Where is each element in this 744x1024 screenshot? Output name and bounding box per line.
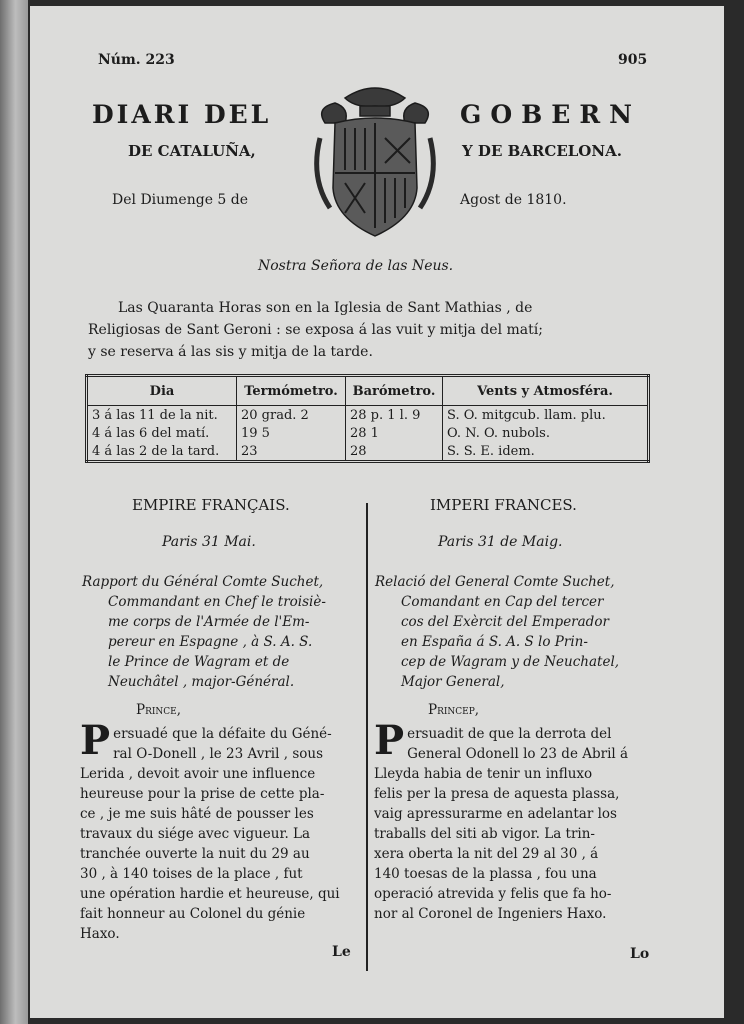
subtitle-right: Y DE BARCELONA. — [462, 142, 622, 160]
left-body-line: Lerida , devoit avoir une influence — [80, 766, 316, 782]
left-report-line: Rapport du Général Comte Suchet, — [82, 574, 324, 590]
notice-line-3: y se reserva á las sis y mitja de la tarde. — [88, 344, 373, 360]
masthead-left: DIARI DEL — [92, 100, 272, 129]
weather-row — [87, 406, 649, 425]
left-body-line: 30 , à 140 toises de la place , fut — [80, 866, 303, 882]
weather-baro: 28 — [346, 442, 443, 462]
right-body — [374, 717, 664, 924]
weather-vents: O. N. O. nubols. — [447, 425, 550, 441]
weather-table — [85, 374, 650, 463]
right-body-line: General Odonell lo 23 de Abril á — [407, 746, 629, 762]
right-body-line: xera oberta la nit del 29 al 30 , á — [374, 846, 599, 862]
weather-dia: 3 á las 11 de la nit. — [87, 406, 237, 425]
left-body — [80, 717, 360, 944]
col-barometro: Barómetro. — [346, 376, 443, 406]
page-number: 905 — [618, 52, 648, 68]
right-report-line: en España á S. A. S lo Prin- — [401, 634, 588, 650]
left-salutation: Prince, — [136, 702, 182, 718]
weather-baro: 28 1 — [346, 424, 443, 442]
column-divider — [366, 503, 368, 971]
weather-termo: 23 — [237, 442, 346, 462]
right-body-line: vaig apressurarme en adelantar los — [374, 806, 617, 822]
left-body-line: fait honneur au Colonel du génie — [80, 906, 306, 922]
notice-line-2: Religiosas de Sant Geroni : se exposa á las vuit y mitja del matí; — [88, 322, 543, 338]
newspaper-page — [30, 6, 724, 1018]
right-body-line: 140 toesas de la plassa , fou una — [374, 866, 597, 882]
left-report-line: Commandant en Chef le troisiè- — [108, 594, 326, 610]
right-body-line: traballs del siti ab vigor. La trin- — [374, 826, 595, 842]
right-report-line: cep de Wagram y de Neuchatel, — [401, 654, 620, 670]
weather-row — [87, 424, 649, 442]
right-body-line: Lleyda habia de tenir un influxo — [374, 766, 593, 782]
right-salutation: Princep, — [428, 702, 480, 718]
weather-header-row — [87, 376, 649, 406]
date-right: Agost de 1810. — [460, 192, 567, 208]
right-body-line: operació atrevida y felis que fa ho- — [374, 886, 612, 902]
left-body-line: travaux du siége avec vigueur. La — [80, 826, 311, 842]
left-report-line: pereur en Espagne , à S. A. S. — [108, 634, 313, 650]
left-report-line: le Prince de Wagram et de — [108, 654, 290, 670]
left-heading: EMPIRE FRANÇAIS. — [132, 496, 290, 514]
right-body-line: ersuadit de que la derrota del — [407, 726, 612, 742]
col-termometro: Termómetro. — [237, 376, 346, 406]
weather-dia: 4 á las 6 del matí. — [87, 424, 237, 442]
left-body-line: une opération hardie et heureuse, qui — [80, 886, 340, 902]
right-report-title — [375, 572, 665, 692]
right-heading: IMPERI FRANCES. — [430, 496, 577, 514]
right-dropcap: P — [374, 717, 405, 764]
weather-vents: S. S. E. idem. — [447, 443, 535, 459]
left-report-title — [82, 572, 362, 692]
left-body-line: Haxo. — [80, 926, 120, 942]
weather-termo: 19 5 — [237, 424, 346, 442]
weather-termo: 20 grad. 2 — [237, 406, 346, 425]
date-left: Del Diumenge 5 de — [112, 192, 249, 208]
left-dropcap: P — [80, 717, 111, 764]
left-body-line: heureuse pour la prise de cette pla- — [80, 786, 325, 802]
col-vents: Vents y Atmosféra. — [443, 376, 649, 406]
right-catchword: Lo — [630, 946, 650, 962]
right-dateline: Paris 31 de Maig. — [438, 534, 563, 550]
right-report-line: Major General, — [401, 674, 505, 690]
issue-number: Núm. 223 — [98, 52, 175, 68]
left-report-line: me corps de l'Armée de l'Em- — [108, 614, 310, 630]
saint-of-day: Nostra Señora de las Neus. — [258, 258, 454, 274]
left-dateline: Paris 31 Mai. — [162, 534, 256, 550]
weather-dia: 4 á las 2 de la tard. — [87, 442, 237, 462]
subtitle-left: DE CATALUÑA, — [128, 142, 256, 160]
weather-baro: 28 p. 1 l. 9 — [346, 406, 443, 425]
masthead-right: GOBERN — [460, 100, 641, 129]
left-body-line: ce , je me suis hâté de pousser les — [80, 806, 314, 822]
col-dia: Dia — [87, 376, 237, 406]
notice-line-1: Las Quaranta Horas son en la Iglesia de Sant Mathias , de — [118, 300, 533, 316]
coat-of-arms-icon — [305, 78, 445, 243]
left-catchword: Le — [332, 944, 351, 960]
right-body-line: nor al Coronel de Ingeniers Haxo. — [374, 906, 607, 922]
facing-page-edge — [0, 0, 28, 1024]
right-report-line: cos del Exèrcit del Emperador — [401, 614, 609, 630]
left-body-line: ersuadé que la défaite du Géné- — [113, 726, 332, 742]
right-body-line: felis per la presa de aquesta plassa, — [374, 786, 620, 802]
left-body-line: tranchée ouverte la nuit du 29 au — [80, 846, 310, 862]
right-report-line: Relació del General Comte Suchet, — [375, 574, 615, 590]
right-report-line: Comandant en Cap del tercer — [401, 594, 604, 610]
weather-vents: S. O. mitgcub. llam. plu. — [447, 407, 606, 423]
weather-row — [87, 442, 649, 462]
left-report-line: Neuchâtel , major-Général. — [108, 674, 295, 690]
left-body-line: ral O-Donell , le 23 Avril , sous — [113, 746, 323, 762]
